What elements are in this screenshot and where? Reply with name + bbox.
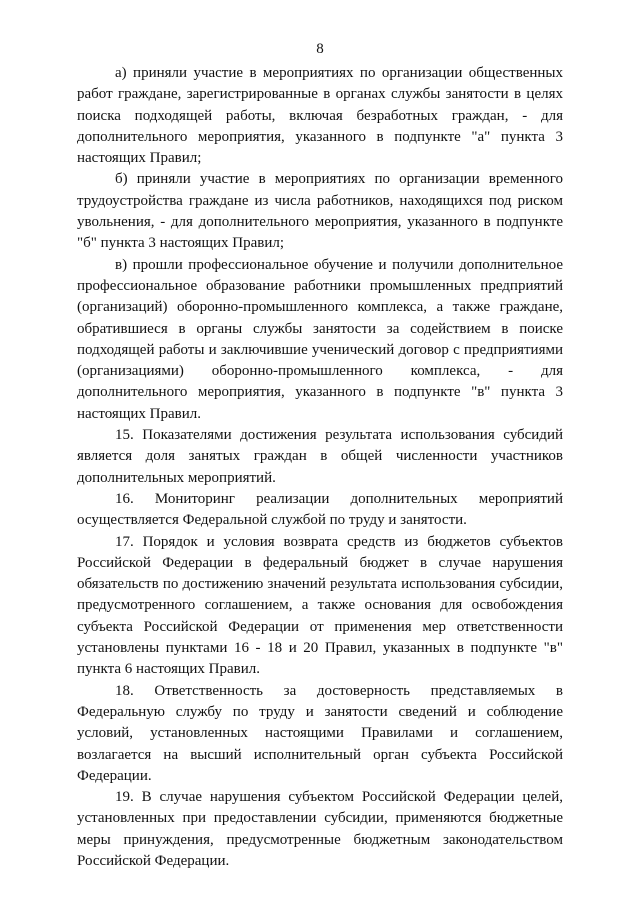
paragraph-a: а) приняли участие в мероприятиях по организации общественных работ граждане, зарегистрированные в органах службы занятости в целях поиска подходящей работы, включая безработных граждан, - для дополнительного мероприятия, указанного в подпункте "а" пункта 3 настоящих Правил;	[77, 65, 563, 167]
paragraph-b: б) приняли участие в мероприятиях по организации временного трудоустройства граждане из числа работников, находящихся под риском увольнения, - для дополнительного мероприятия, указанного в подпункте "б" пункта 3 настоящих Правил;	[77, 171, 563, 252]
document-body	[77, 63, 563, 872]
page-number: 8	[316, 41, 324, 57]
paragraph-17: 17. Порядок и условия возврата средств из бюджетов субъектов Российской Федерации в федеральный бюджет в случае нарушения обязательств по достижению значений результата использования субсидии, предусмотренного соглашением, а также основания для освобождения субъекта Российской Федерации от применения мер ответственности установлены пунктами 16 - 18 и 20 Правил, указанных в подпункте "в" пункта 6 настоящих Правил.	[77, 533, 563, 678]
paragraph-15: 15. Показателями достижения результата использования субсидий является доля занятых граждан в общей численности участников дополнительных мероприятий.	[77, 427, 563, 486]
paragraph-19: 19. В случае нарушения субъектом Российской Федерации целей, установленных при предоставлении субсидии, применяются бюджетные меры принуждения, предусмотренные бюджетным законодательством Российской Федерации.	[77, 789, 563, 869]
paragraph-16: 16. Мониторинг реализации дополнительных мероприятий осуществляется Федеральной службой по труду и занятости.	[77, 490, 563, 529]
paragraph-v: в) прошли профессиональное обучение и получили дополнительное профессиональное образование работники промышленных предприятий (организаций) оборонно-промышленного комплекса, а также граждане, обратившиеся в органы службы занятости за содействием в поиске подходящей работы и заключившие ученический договор с предприятиями (организациями) оборонно-промышленного комплекса, - для дополнительного мероприятия, указанного в подпункте "в" пункта 3 настоящих Правил.	[77, 256, 563, 422]
paragraph-18: 18. Ответственность за достоверность представляемых в Федеральную службу по труду и занятости сведений и соблюдение условий, установленных настоящими Правилами и соглашением, возлагается на высший исполнительный орган субъекта Российской Федерации.	[77, 682, 563, 784]
